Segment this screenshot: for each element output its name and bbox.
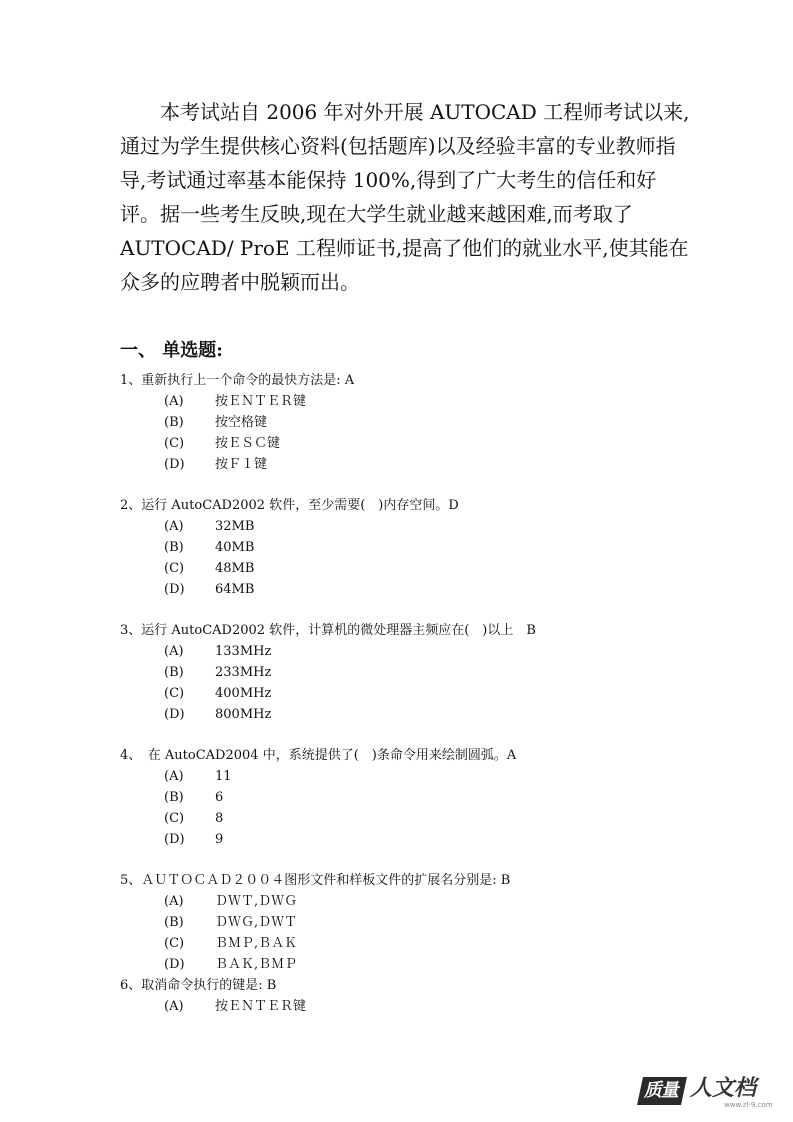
option-letter: (A) (164, 999, 184, 1014)
option-row (120, 704, 720, 725)
logo-url: www.zl-9.com (724, 1101, 773, 1109)
option-letter: (B) (164, 540, 184, 555)
option-letter: (B) (164, 915, 184, 930)
option-text: 按ＥＳＣ键 (215, 436, 281, 451)
option-row (120, 391, 720, 412)
option-letter: (C) (164, 436, 185, 451)
option-text: ＢＭＰ,ＢＡＫ (215, 936, 298, 951)
option-letter: (A) (164, 394, 184, 409)
question-stem: 3、运行 AutoCAD2002 软件，计算机的微处理器主频应在( )以上 B (120, 623, 536, 638)
option-text: ＤＷＧ,ＤＷＴ (215, 915, 298, 930)
option-row (120, 537, 720, 558)
option-text: 按空格键 (215, 415, 268, 430)
option-row (120, 912, 720, 933)
option-row (120, 933, 720, 954)
option-text: ＢＡＫ,ＢＭＰ (215, 957, 298, 972)
intro-paragraph (120, 95, 690, 299)
option-letter: (D) (164, 957, 185, 972)
option-row (120, 766, 720, 787)
option-text: 400MHz (215, 686, 272, 701)
option-row (120, 412, 720, 433)
option-row (120, 808, 720, 829)
option-letter: (D) (164, 582, 185, 597)
option-letter: (A) (164, 894, 184, 909)
question-4 (120, 745, 720, 850)
question-5 (120, 870, 720, 975)
watermark-logo (640, 1075, 785, 1109)
option-letter: (A) (164, 519, 184, 534)
question-stem: 1、重新执行上一个命令的最快方法是: A (120, 373, 355, 388)
option-row (120, 433, 720, 454)
option-row (120, 579, 720, 600)
option-text: 11 (215, 769, 232, 784)
option-letter: (B) (164, 790, 184, 805)
question-1 (120, 370, 720, 475)
option-letter: (C) (164, 561, 185, 576)
option-letter: (A) (164, 644, 184, 659)
option-row (120, 641, 720, 662)
option-letter: (D) (164, 832, 185, 847)
option-row (120, 829, 720, 850)
logo-box: 质量 (637, 1077, 687, 1105)
option-text: 32MB (215, 519, 255, 534)
option-text: 233MHz (215, 665, 272, 680)
option-row (120, 516, 720, 537)
option-letter: (C) (164, 811, 185, 826)
option-text: 按Ｆ１键 (215, 457, 268, 472)
question-3 (120, 620, 720, 725)
option-text: 64MB (215, 582, 255, 597)
question-stem: 5、ＡＵＴＯＣＡＤ２００４图形文件和样板文件的扩展名分别是: B (120, 873, 511, 888)
option-text: 800MHz (215, 707, 272, 722)
section-title: 一、 单选题: (120, 340, 223, 361)
option-text: 40MB (215, 540, 255, 555)
option-text: 6 (215, 790, 224, 805)
question-stem: 2、运行 AutoCAD2002 软件，至少需要( )内存空间。D (120, 498, 459, 513)
option-letter: (C) (164, 936, 185, 951)
option-text: 按ＥＮＴＥＲ键 (215, 394, 307, 409)
option-letter: (D) (164, 457, 185, 472)
logo-text: 人文档 (690, 1076, 757, 1101)
intro-text: 本考试站自 2006 年对外开展 AUTOCAD 工程师考试以来,通过为学生提供核心资料(包括题库)以及经验丰富的专业教师指导,考试通过率基本能保持 100%,得到了广大考生的信任和好评。据一些考生反映,现在大学生就业越来越困难,而考取了AUTOCAD/ ProE 工程师证书,提高了他们的就业水平,使其能在众多的应聘者中脱颖而出。 (120, 100, 690, 294)
option-letter: (B) (164, 665, 184, 680)
option-letter: (B) (164, 415, 184, 430)
option-letter: (C) (164, 686, 185, 701)
question-stem: 6、取消命令执行的键是: B (120, 978, 277, 993)
question-list (120, 370, 720, 1017)
question-6 (120, 975, 720, 1017)
option-row (120, 662, 720, 683)
question-2 (120, 495, 720, 600)
option-text: ＤＷＴ,ＤＷＧ (215, 894, 298, 909)
option-row (120, 954, 720, 975)
option-letter: (D) (164, 707, 185, 722)
option-text: 9 (215, 832, 224, 847)
option-row (120, 454, 720, 475)
option-text: 按ＥＮＴＥＲ键 (215, 999, 307, 1014)
option-text: 8 (215, 811, 224, 826)
option-row (120, 683, 720, 704)
option-row (120, 787, 720, 808)
option-letter: (A) (164, 769, 184, 784)
option-row (120, 891, 720, 912)
question-stem: 4、 在 AutoCAD2004 中，系统提供了( )条命令用来绘制圆弧。A (120, 748, 517, 763)
option-row (120, 558, 720, 579)
option-text: 48MB (215, 561, 255, 576)
option-text: 133MHz (215, 644, 272, 659)
option-row (120, 996, 720, 1017)
